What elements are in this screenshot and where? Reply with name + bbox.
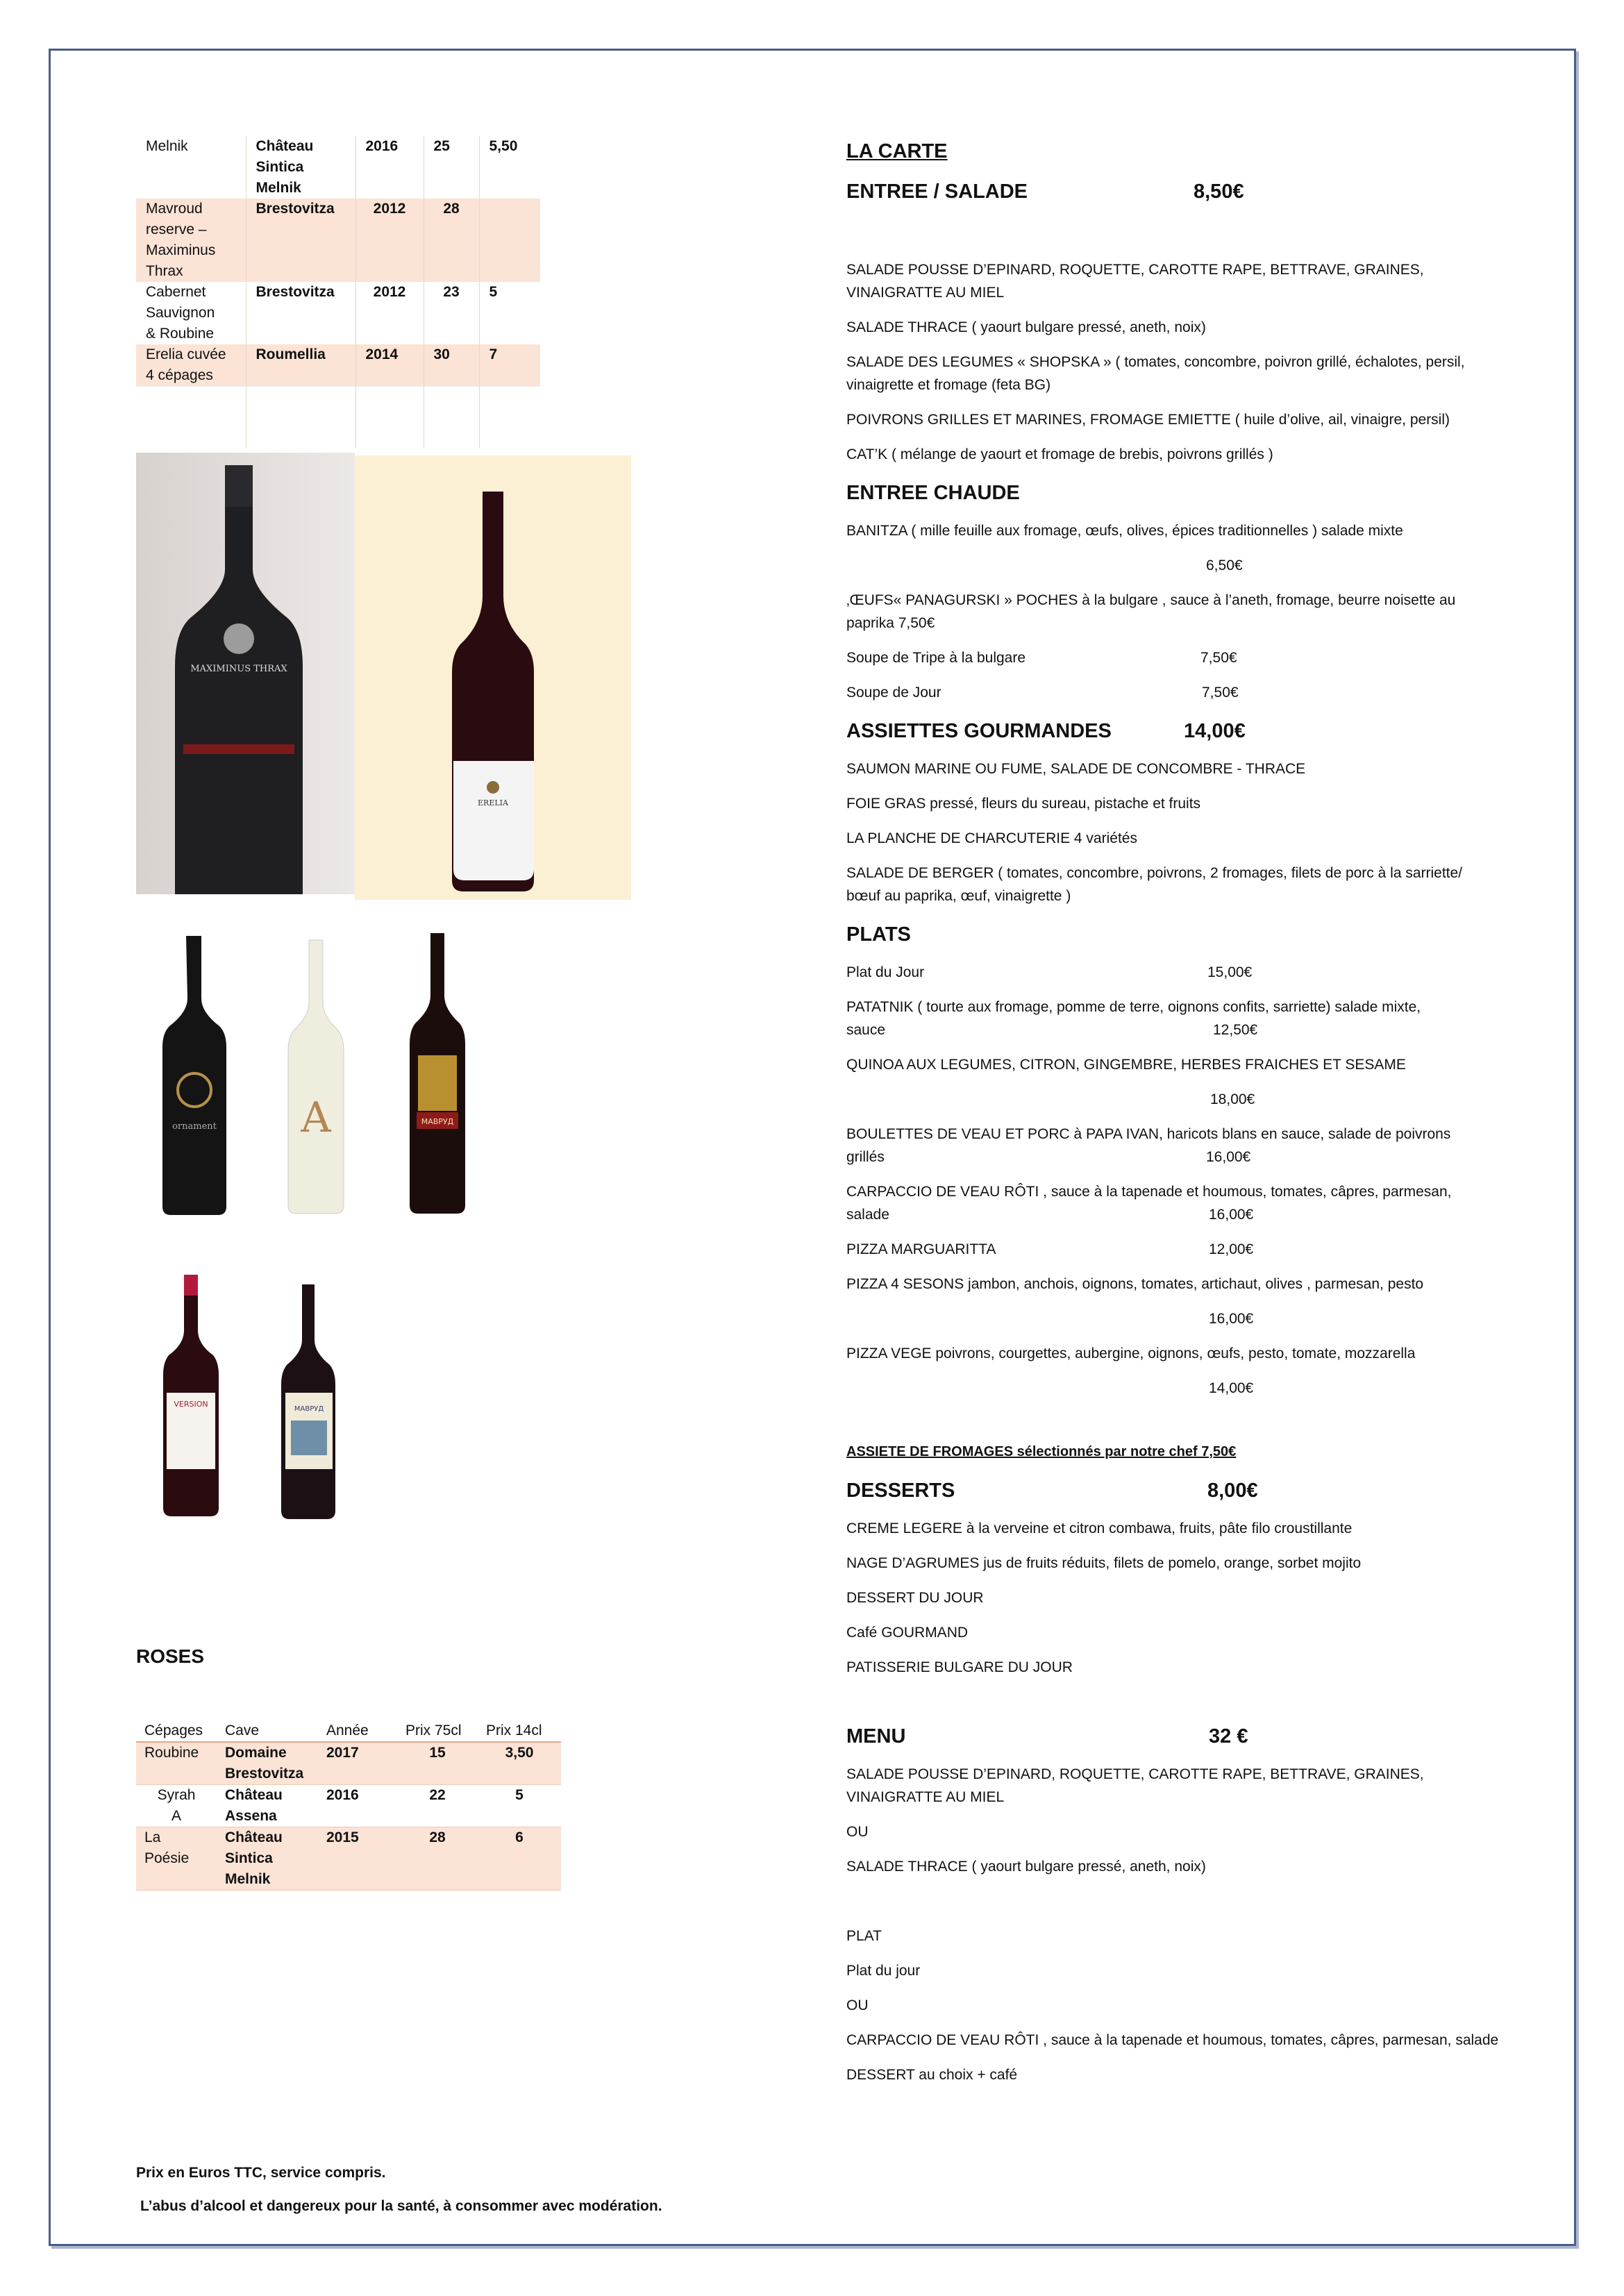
section-title: PLATS [846, 923, 911, 946]
footer-prices: Prix en Euros TTC, service compris. [136, 2165, 386, 2181]
wine-price75: 23 [424, 282, 479, 344]
menu-item: CREME LEGERE à la verveine et citron combawa, fruits, pâte filo croustillante [846, 1520, 1353, 1536]
wine-cave: Château Sintica Melnik [246, 136, 355, 199]
section-title: ENTREE / SALADE [846, 181, 1028, 203]
menu-item: Soupe de Jour 7,50€ [846, 681, 1499, 704]
menu-item: Plat du jour [846, 1963, 921, 1979]
menu-item: SALADE POUSSE D’EPINARD, ROQUETTE, CAROTTE RAPE, BETTRAVE, GRAINES, VINAIGRATTE AU MIEL [846, 1766, 1424, 1805]
menu-item: PATISSERIE BULGARE DU JOUR [846, 1659, 1073, 1675]
wine-name: Erelia cuvée 4 cépages [136, 344, 246, 387]
section-title: DESSERTS [846, 1480, 955, 1502]
cheese-plate: ASSIETE DE FROMAGES sélectionnés par notre chef 7,50€ [846, 1444, 1237, 1459]
menu-item: Plat du Jour 15,00€ [846, 961, 1499, 984]
rose-price14: 3,50 [478, 1742, 561, 1785]
bottle-image-ornament [153, 930, 236, 1222]
section-price: 8,50€ [1194, 181, 1244, 203]
bottle-label: МАВРУД [421, 1117, 454, 1126]
wine-price75: 30 [424, 344, 479, 387]
bottle-label: ERELIA [478, 798, 508, 807]
wine-name: Mavroud reserve – Maximinus Thrax [136, 199, 246, 282]
bottle-label: MAXIMINUS THRAX [190, 664, 287, 674]
menu-item: PIZZA VEGE poivrons, courgettes, aubergine, oignons, œufs, pesto, tomate, mozzarella [846, 1346, 1416, 1361]
table-row [136, 1742, 561, 1785]
table-row [136, 1785, 561, 1827]
footer-warning: L’abus d’alcool et dangereux pour la santé, à consommer avec modération. [140, 2198, 662, 2214]
menu-item-price: 6,50€ [1206, 558, 1243, 573]
wine-price75: 28 [424, 199, 479, 282]
menu-item: SALADE DE BERGER ( tomates, concombre, poivrons, 2 fromages, filets de porc à la sarriette/ bœuf au paprika, œuf, vinaigrette ) [846, 865, 1463, 904]
table-header-row [136, 1720, 561, 1742]
rose-price14: 5 [478, 1785, 561, 1827]
section-price: 8,00€ [1207, 1480, 1258, 1502]
menu-spacer [846, 1890, 1499, 1913]
menu-item-price: 16,00€ [1206, 1149, 1251, 1165]
menu-title: LA CARTE [846, 140, 948, 162]
section-title: ENTREE CHAUDE [846, 482, 1020, 504]
bottle-icon [136, 453, 355, 894]
menu-item: BOULETTES DE VEAU ET PORC à PAPA IVAN, haricots blans en sauce, salade de poivrons grillés 16,00€ [846, 1123, 1499, 1168]
rose-year: 2015 [318, 1827, 397, 1891]
menu-item: PLAT [846, 1928, 882, 1944]
wine-price75: 25 [424, 136, 479, 199]
table-row [136, 387, 540, 449]
section-entree-chaude [846, 478, 1499, 508]
table-row [136, 344, 540, 387]
rose-grape: Roubine [136, 1742, 217, 1785]
rose-price75: 15 [397, 1742, 478, 1785]
bottle-icon [274, 1282, 344, 1525]
section-price: 14,00€ [1184, 720, 1246, 742]
bottle-icon [403, 930, 472, 1222]
menu-item: LA PLANCHE DE CHARCUTERIE 4 variétés [846, 830, 1137, 846]
wine-year: 2016 [355, 136, 424, 199]
bottle-icon [154, 1275, 231, 1525]
header-cell: Cave [217, 1720, 318, 1742]
menu-item: PIZZA 4 SESONS jambon, anchois, oignons, tomates, artichaut, olives , parmesan, pesto [846, 1276, 1424, 1292]
section-menu-formule [846, 1721, 1499, 1752]
bottle-image-erelia [355, 455, 631, 900]
menu-item-price: 12,00€ [1209, 1241, 1254, 1257]
rose-grape: La Poésie [136, 1827, 217, 1891]
rose-cave: Château Assena [217, 1785, 318, 1827]
menu-item: PATATNIK ( tourte aux fromage, pomme de terre, oignons confits, sarriette) salade mixte, sauce 12,50€ [846, 996, 1499, 1041]
section-assiettes [846, 716, 1499, 746]
wine-price14: 5,50 [489, 138, 518, 154]
bottle-icon [281, 937, 351, 1222]
rose-price14: 6 [478, 1827, 561, 1891]
menu-item: SALADE THRACE ( yaourt bulgare pressé, aneth, noix) [846, 1859, 1206, 1875]
wine-name: Melnik [136, 136, 246, 199]
wine-price14: 7 [479, 344, 540, 387]
menu-item-price: 12,50€ [1213, 1022, 1258, 1038]
menu-item: Soupe de Tripe à la bulgare 7,50€ [846, 646, 1499, 669]
menu-item: DESSERT au choix + café [846, 2067, 1018, 2083]
header-cell: Prix 14cl [478, 1720, 561, 1742]
menu-item: OU [846, 1824, 869, 1840]
menu-item-price: 16,00€ [1209, 1207, 1254, 1223]
wine-price14 [479, 199, 540, 282]
section-price: 32 € [1209, 1725, 1248, 1748]
bottle-icon [153, 930, 236, 1222]
bottle-label: VERSION [174, 1400, 208, 1409]
menu-item-price: 18,00€ [1210, 1091, 1255, 1107]
bottle-label: A [301, 1093, 331, 1142]
rose-year: 2016 [318, 1785, 397, 1827]
rose-price75: 22 [397, 1785, 478, 1827]
menu-item: SALADE THRACE ( yaourt bulgare pressé, aneth, noix) [846, 319, 1206, 335]
wine-year: 2012 [355, 282, 424, 344]
menu-item: CAT’K ( mélange de yaourt et fromage de brebis, poivrons grillés ) [846, 446, 1273, 462]
bottle-image-version [154, 1275, 231, 1525]
header-cell: Prix 75cl [397, 1720, 478, 1742]
table-row [136, 136, 540, 199]
section-plats [846, 919, 1499, 950]
menu-item-price: 7,50€ [1202, 685, 1239, 701]
menu-item: QUINOA AUX LEGUMES, CITRON, GINGEMBRE, HERBES FRAICHES ET SESAME [846, 1057, 1406, 1073]
section-entree-salade [846, 176, 1499, 207]
menu-item: DESSERT DU JOUR [846, 1590, 984, 1606]
rose-cave: Château Sintica Melnik [217, 1827, 318, 1891]
table-row [136, 199, 540, 282]
wine-name: Cabernet Sauvignon & Roubine [136, 282, 246, 344]
section-desserts [846, 1475, 1499, 1506]
menu-item: FOIE GRAS pressé, fleurs du sureau, pistache et fruits [846, 796, 1201, 812]
bottle-image-a [281, 937, 351, 1222]
header-cell: Cépages [136, 1720, 217, 1742]
table-row [136, 1827, 561, 1891]
header-cell: Année [318, 1720, 397, 1742]
menu-item: SALADE POUSSE D’EPINARD, ROQUETTE, CAROTTE RAPE, BETTRAVE, GRAINES, VINAIGRATTE AU MIEL [846, 262, 1424, 301]
menu-item: ‚ŒUFS« PANAGURSKI » POCHES à la bulgare , sauce à l’aneth, fromage, beurre noisette au paprika 7,50€ [846, 592, 1456, 631]
bottle-image-mavroud [403, 930, 472, 1222]
bottle-label: МАВРУД [294, 1405, 324, 1413]
wine-cave: Brestovitza [246, 199, 355, 282]
wine-table [136, 136, 540, 448]
menu-item-price: 7,50€ [1200, 650, 1237, 666]
menu-column [846, 136, 1499, 2098]
rose-grape: Syrah A [136, 1785, 217, 1827]
menu-item: NAGE D’AGRUMES jus de fruits réduits, filets de pomelo, orange, sorbet mojito [846, 1555, 1362, 1571]
menu-item: BANITZA ( mille feuille aux fromage, œufs, olives, épices traditionnelles ) salade mixte [846, 523, 1403, 539]
bottle-icon [355, 455, 631, 900]
section-title: MENU [846, 1725, 906, 1748]
wine-cave: Brestovitza [246, 282, 355, 344]
menu-item: OU [846, 1997, 869, 2013]
menu-item-price: 16,00€ [1209, 1311, 1254, 1327]
roses-table [136, 1720, 561, 1891]
wine-price14: 5 [489, 284, 498, 300]
bottle-image-mavroud-2 [274, 1282, 344, 1525]
wine-year: 2012 [355, 199, 424, 282]
menu-item: CARPACCIO DE VEAU RÔTI , sauce à la tapenade et houmous, tomates, câpres, parmesan, salade [846, 2032, 1499, 2048]
rose-price75: 28 [397, 1827, 478, 1891]
section-title: ASSIETTES GOURMANDES [846, 720, 1112, 742]
rose-cave: Domaine Brestovitza [217, 1742, 318, 1785]
menu-item-price: 14,00€ [1209, 1380, 1254, 1396]
bottle-image-maximinus [136, 453, 355, 894]
menu-item: CARPACCIO DE VEAU RÔTI , sauce à la tapenade et houmous, tomates, câpres, parmesan, salade 16,00€ [846, 1180, 1499, 1226]
roses-title: ROSES [136, 1645, 205, 1667]
bottle-label: ornament [172, 1121, 217, 1132]
menu-item: Café GOURMAND [846, 1625, 969, 1641]
menu-item: POIVRONS GRILLES ET MARINES, FROMAGE EMIETTE ( huile d’olive, ail, vinaigre, persil) [846, 412, 1450, 428]
menu-item: SALADE DES LEGUMES « SHOPSKA » ( tomates, concombre, poivron grillé, échalotes, persil, vinaigrette et fromage (feta BG) [846, 354, 1465, 393]
menu-item: SAUMON MARINE OU FUME, SALADE DE CONCOMBRE - THRACE [846, 761, 1306, 777]
table-row [136, 282, 540, 344]
menu-item: PIZZA MARGUARITTA 12,00€ [846, 1238, 1499, 1261]
menu-item-price: 15,00€ [1207, 964, 1253, 980]
wine-cave: Roumellia [246, 344, 355, 387]
wine-year: 2014 [355, 344, 424, 387]
rose-year: 2017 [318, 1742, 397, 1785]
